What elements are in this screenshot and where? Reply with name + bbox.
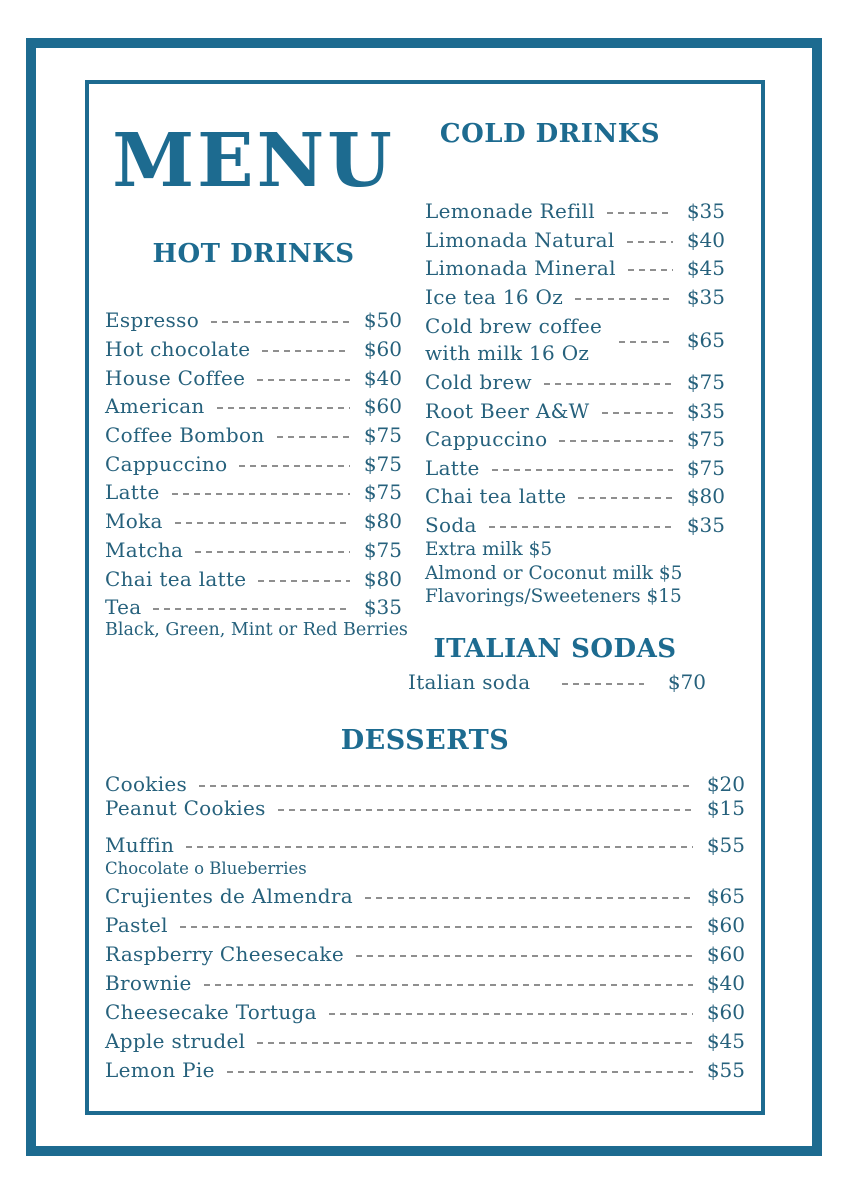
menu-item-row [105,939,745,968]
dotted-leader [575,298,673,300]
menu-item-row [105,1026,745,1055]
dotted-leader [356,955,693,957]
menu-item-row [105,392,402,421]
hot-drinks-list [105,306,402,622]
item-price: $75 [686,370,725,395]
menu-item-row [105,536,402,565]
menu-note-line: Almond or Coconut milk $5 [425,562,683,584]
menu-item-row [105,772,745,796]
dotted-leader [175,522,350,524]
cold-drinks-notes [425,538,725,609]
item-name: Apple strudel [105,1028,246,1053]
menu-item-row [105,363,402,392]
item-name: Crujientes de Almendra [105,883,353,908]
hot-drinks-note: Black, Green, Mint or Red Berries [105,620,408,640]
dotted-leader [365,897,693,899]
dotted-leader [544,383,673,385]
italian-sodas-list [408,668,706,697]
menu-item-row [105,449,402,478]
dotted-leader [211,321,350,323]
dotted-leader [278,809,693,811]
item-price: $60 [706,999,745,1024]
dotted-leader [562,683,643,685]
item-price: $45 [686,256,725,281]
menu-item-row [425,197,725,226]
dotted-leader [239,465,349,467]
menu-item-row [105,306,402,335]
dotted-leader [262,350,349,352]
dotted-leader [628,269,673,271]
item-name: Root Beer A&W [425,398,590,423]
item-name: Limonada Mineral [425,256,616,281]
item-price: $80 [363,509,402,534]
item-price: $35 [686,398,725,423]
menu-item-row [105,1055,745,1084]
item-price: $35 [363,595,402,620]
item-name: Moka [105,509,163,534]
item-note: Chocolate o Blueberries [105,859,307,878]
dotted-leader [257,379,350,381]
menu-item-row [425,226,725,255]
item-name: Peanut Cookies [105,796,266,820]
menu-item-row [105,881,745,910]
menu-item-row [105,830,745,859]
dotted-leader [329,1013,693,1015]
item-name: Coffee Bombon [105,423,265,448]
dotted-leader [204,984,693,986]
dotted-leader [172,493,350,495]
desserts-list [105,772,745,1084]
dotted-leader [492,469,673,471]
item-name: Brownie [105,970,192,995]
menu-item-row [425,425,725,454]
dotted-leader [180,926,693,928]
item-price: $75 [686,427,725,452]
item-name: Pastel [105,912,168,937]
dotted-leader [277,436,350,438]
item-price: $60 [363,394,402,419]
item-name: Italian soda [408,670,531,695]
item-price: $55 [706,832,745,857]
item-name: American [105,394,205,419]
menu-item-row [105,478,402,507]
dotted-leader [602,412,673,414]
dotted-leader [627,241,673,243]
dotted-leader [153,608,349,610]
cold-drinks-heading: COLD DRINKS [439,119,661,149]
item-price: $40 [363,365,402,390]
item-price: $75 [363,451,402,476]
menu-note-line: Extra milk $5 [425,539,553,560]
item-price: $80 [363,566,402,591]
item-name: House Coffee [105,365,246,390]
item-name: Cheesecake Tortuga [105,999,317,1024]
item-price: $80 [686,484,725,509]
menu-note-line: Flavorings/Sweeteners $15 [425,586,682,607]
hot-drinks-heading: HOT DRINKS [152,239,355,269]
item-name: Latte [105,480,160,505]
item-price: $35 [686,512,725,537]
dotted-leader [489,526,673,528]
menu-item-row [105,421,402,450]
menu-item-row [105,593,402,622]
item-price: $40 [686,227,725,252]
item-price: $55 [706,1057,745,1082]
menu-item-row [425,283,725,312]
item-name: Lemon Pie [105,1057,215,1082]
dotted-leader [578,497,672,499]
dotted-leader [199,785,693,787]
menu-item-row [425,254,725,283]
cold-drinks-list [425,197,725,539]
dotted-leader [227,1071,693,1073]
item-name: Matcha [105,537,184,562]
menu-item-row [105,910,745,939]
item-price: $60 [706,912,745,937]
item-price: $15 [706,796,745,820]
item-name: Hot chocolate [105,337,251,362]
menu-item-row [105,507,402,536]
menu-item-row [105,335,402,364]
menu-item-row [105,564,402,593]
menu-item-row [425,311,725,368]
item-name: Cookies [105,772,188,796]
item-name: Lemonade Refill [425,199,595,224]
item-name: Latte [425,455,480,480]
item-price: $65 [686,327,725,352]
item-price: $60 [363,337,402,362]
item-name: Tea [105,595,142,620]
item-price: $35 [686,284,725,309]
item-name: Soda [425,512,477,537]
menu-item-row [425,511,725,540]
item-name: Raspberry Cheesecake [105,941,344,966]
item-price: $75 [363,423,402,448]
item-name: Espresso [105,308,200,333]
item-name: Chai tea latte [425,484,567,509]
item-name: Ice tea 16 Oz [425,284,564,309]
menu-item-row [408,668,706,697]
item-price: $70 [667,670,706,695]
menu-item-row [425,454,725,483]
dotted-leader [195,551,350,553]
item-name: Cappuccino [105,451,228,476]
menu-item-row [425,397,725,426]
menu-item-row [425,368,725,397]
menu-item-row [105,997,745,1026]
item-price: $35 [686,199,725,224]
italian-sodas-heading: ITALIAN SODAS [433,634,677,664]
menu-item-row [105,968,745,997]
menu-item-row [425,482,725,511]
dotted-leader [607,212,673,214]
item-price: $40 [706,970,745,995]
item-price: $60 [706,941,745,966]
item-name: Chai tea latte [105,566,247,591]
dotted-leader [217,407,350,409]
item-price: $50 [363,308,402,333]
item-name: Cold brew [425,370,532,395]
item-price: $45 [706,1028,745,1053]
dotted-leader [257,1042,692,1044]
dotted-leader [186,846,693,848]
item-price: $75 [363,537,402,562]
item-name: Cappuccino [425,427,548,452]
item-name: Limonada Natural [425,227,615,252]
item-price: $65 [706,883,745,908]
dotted-leader [559,440,672,442]
item-name: Cold brew coffee with milk 16 Oz [425,313,603,365]
item-price: $75 [363,480,402,505]
item-price: $20 [706,772,745,796]
dotted-leader [258,580,349,582]
dotted-leader [619,341,673,343]
desserts-heading: DESSERTS [340,725,510,756]
item-name: Muffin [105,832,175,857]
menu-item-row [105,796,745,820]
menu-title: MENU [112,118,395,204]
item-price: $75 [686,455,725,480]
